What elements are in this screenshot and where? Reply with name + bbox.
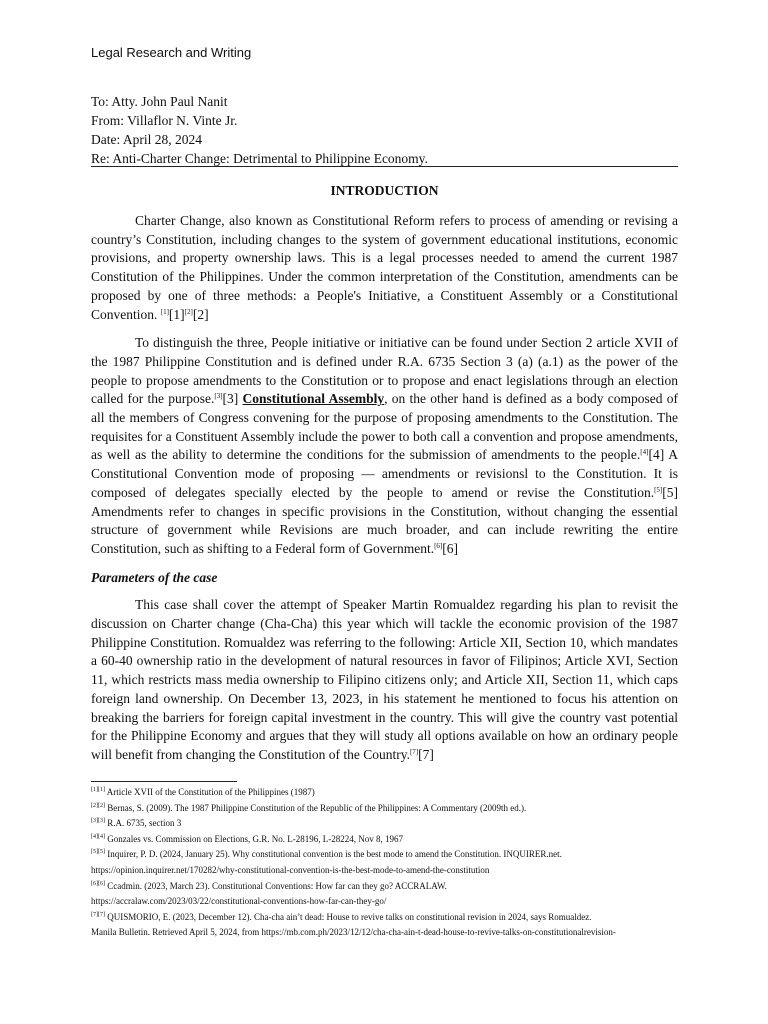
footnote-text: Inquirer, P. D. (2024, January 25). Why constitutional convention is the best mode to amend the Constitution. INQUIRER.net. (105, 849, 562, 860)
footnote-ref[interactable]: [4] (640, 448, 649, 457)
footnote-7-source[interactable]: Manila Bulletin. Retrieved April 5, 2024, from https://mb.com.ph/2023/12/12/cha-cha-ain-t-dead-house-to-revive-talks-on-constitutionalrevision- (91, 927, 616, 938)
footnote-3 (91, 816, 691, 832)
memo-from: From: Villaflor N. Vinte Jr. (91, 113, 238, 128)
footnote-mark[interactable]: [6][6] (91, 880, 105, 887)
memo-divider (91, 166, 678, 167)
footnote-ref[interactable]: [2] (184, 307, 193, 316)
paragraph-text: To distinguish the three, People initiative or initiative can be found under Section 2 article XVII of the 1987 Philippine Constitution and is defined under R.A. 6735 Section 3 (a) (a.1) as the power of the people to propose amendments to the Constitution or to propose and enact legislations through an election called for the purpose. (91, 335, 678, 407)
footnote-mark[interactable]: [4][4] (91, 833, 105, 840)
memo-date: Date: April 28, 2024 (91, 132, 202, 147)
footnote-ref[interactable]: [7] (409, 747, 419, 756)
footnote-text: Ccadmin. (2023, March 23). Constitutional Conventions: How far can they go? ACCRALAW. (105, 880, 447, 891)
footnote-mark[interactable]: [2][2] (91, 802, 105, 809)
footnote-5 (91, 847, 691, 863)
footnote-ref[interactable]: [6] (434, 541, 443, 550)
footnote-6-url[interactable]: https://accralaw.com/2023/03/22/constitutional-conventions-how-far-can-they-go/ (91, 896, 387, 907)
subheading-parameters: Parameters of the case (91, 569, 218, 585)
footnote-2 (91, 801, 691, 817)
citation[interactable]: [7] (418, 746, 434, 762)
citation[interactable]: [2] (192, 306, 209, 322)
footnote-text: Article XVII of the Constitution of the Philippines (1987) (105, 787, 315, 797)
footnote-4 (91, 832, 691, 848)
memo-re: Re: Anti-Charter Change: Detrimental to Philippine Economy. (91, 151, 428, 166)
footnote-mark[interactable]: [7][7] (91, 911, 105, 918)
footnote-6 (91, 879, 691, 895)
footnote-text: Gonzales vs. Commission on Elections, G.R. No. L-28196, L-28224, Nov 8, 1967 (105, 833, 403, 844)
section-heading: INTRODUCTION (330, 183, 439, 198)
footnote-7 (91, 910, 691, 926)
footnote-text: R.A. 6735, section 3 (105, 818, 182, 829)
header-course-title: Legal Research and Writing (91, 45, 252, 60)
footnote-mark[interactable]: [5][5] (91, 849, 105, 856)
paragraph-text: This case shall cover the attempt of Speaker Martin Romualdez regarding his plan to revisit the discussion on Charter change (Cha-Cha) this year which will tackle the economic provision of the 1987 Philippine Constitution. Romualdez was referring to the following: Article XII, Section 10, which mandates a 60-40 ownership ratio in the development of natural resources in favor of Filipinos; Article XVI, Section 11, which restricts mass media ownership to Filipino citizens only; and Article XII, Section 11, which caps foreign land ownership. On December 13, 2023, in his statement he mentioned to focus his attention on breaking the barriers for foreign capital investment in the country. This will give the country vast potential for the Philippine Economy and argues that they will study all options available on how an ordinary people will benefit from changing the Constitution of the Country. (91, 597, 678, 762)
footnote-text: Bernas, S. (2009). The 1987 Philippine Constitution of the Republic of the Philippines: A Commentary (2009th ed.). (105, 802, 527, 813)
citation[interactable]: [3] (222, 391, 243, 407)
footnote-5-url[interactable]: https://opinion.inquirer.net/170282/why-constitutional-convention-is-the-best-mode-to-amend-the-constitution (91, 864, 490, 875)
footnote-1 (91, 785, 691, 801)
citation[interactable]: [6] (442, 540, 458, 556)
paragraph-definitions (91, 334, 678, 558)
footnote-mark[interactable]: [3][3] (91, 818, 105, 825)
paragraph-text: Amendments refer to changes in specific provisions in the Constitution, without changing the essential structure of government while Revisions are much broader, and can include rewriting the entire Constitution, such as shifting to a Federal form of Government. (91, 503, 678, 556)
paragraph-text: Charter Change, also known as Constitutional Reform refers to process of amending or revising a country’s Constitution, including changes to the system of government educational institutions, economic provisions, and property ownership laws. This is a legal processes needed to amend the current 1987 Constitution of the Philippines. Under the common interpretation of the Constitution, amendments can be proposed by one of three methods: a People's Initiative, a Constituent Assembly or a Constitutional Convention. (91, 213, 678, 322)
paragraph-intro (91, 212, 678, 324)
footnotes (91, 785, 691, 941)
footnote-divider (91, 781, 237, 782)
footnote-ref[interactable]: [3] (214, 392, 223, 401)
footnote-ref[interactable]: [5] (654, 485, 663, 494)
memo-to: To: Atty. John Paul Nanit (91, 94, 228, 109)
body-text (91, 212, 678, 775)
citation[interactable]: [5] (662, 484, 678, 500)
paragraph-parameters (91, 596, 678, 764)
footnote-ref[interactable]: [1] (160, 307, 169, 316)
footnote-mark[interactable]: [1][1] (91, 787, 105, 793)
term-constitutional-assembly: Constitutional Assembly (242, 391, 385, 407)
paragraph-text: A Constitutional Convention mode of proposing — amendments or revisionsl to the Constitution. It is composed of delegates specially elected by the people to amend or revise the Constitution. (91, 447, 678, 500)
citation[interactable]: [1] (168, 306, 185, 322)
paragraph-text: , on the other hand is defined as a body composed of all the members of Congress convening for the purpose of proposing amendments to the Constitution. The requisites for a Constituent Assembly include the power to both call a convention and propose amendments, as well as the ability to determine the conditions for the submission of amendments to the people. (91, 391, 679, 463)
footnote-text: QUISMORIO, E. (2023, December 12). Cha-cha ain’t dead: House to revive talks on constitutional revision in 2024, says Romualdez. (105, 911, 592, 922)
memo-block (91, 92, 678, 168)
citation[interactable]: [4] (648, 447, 669, 463)
